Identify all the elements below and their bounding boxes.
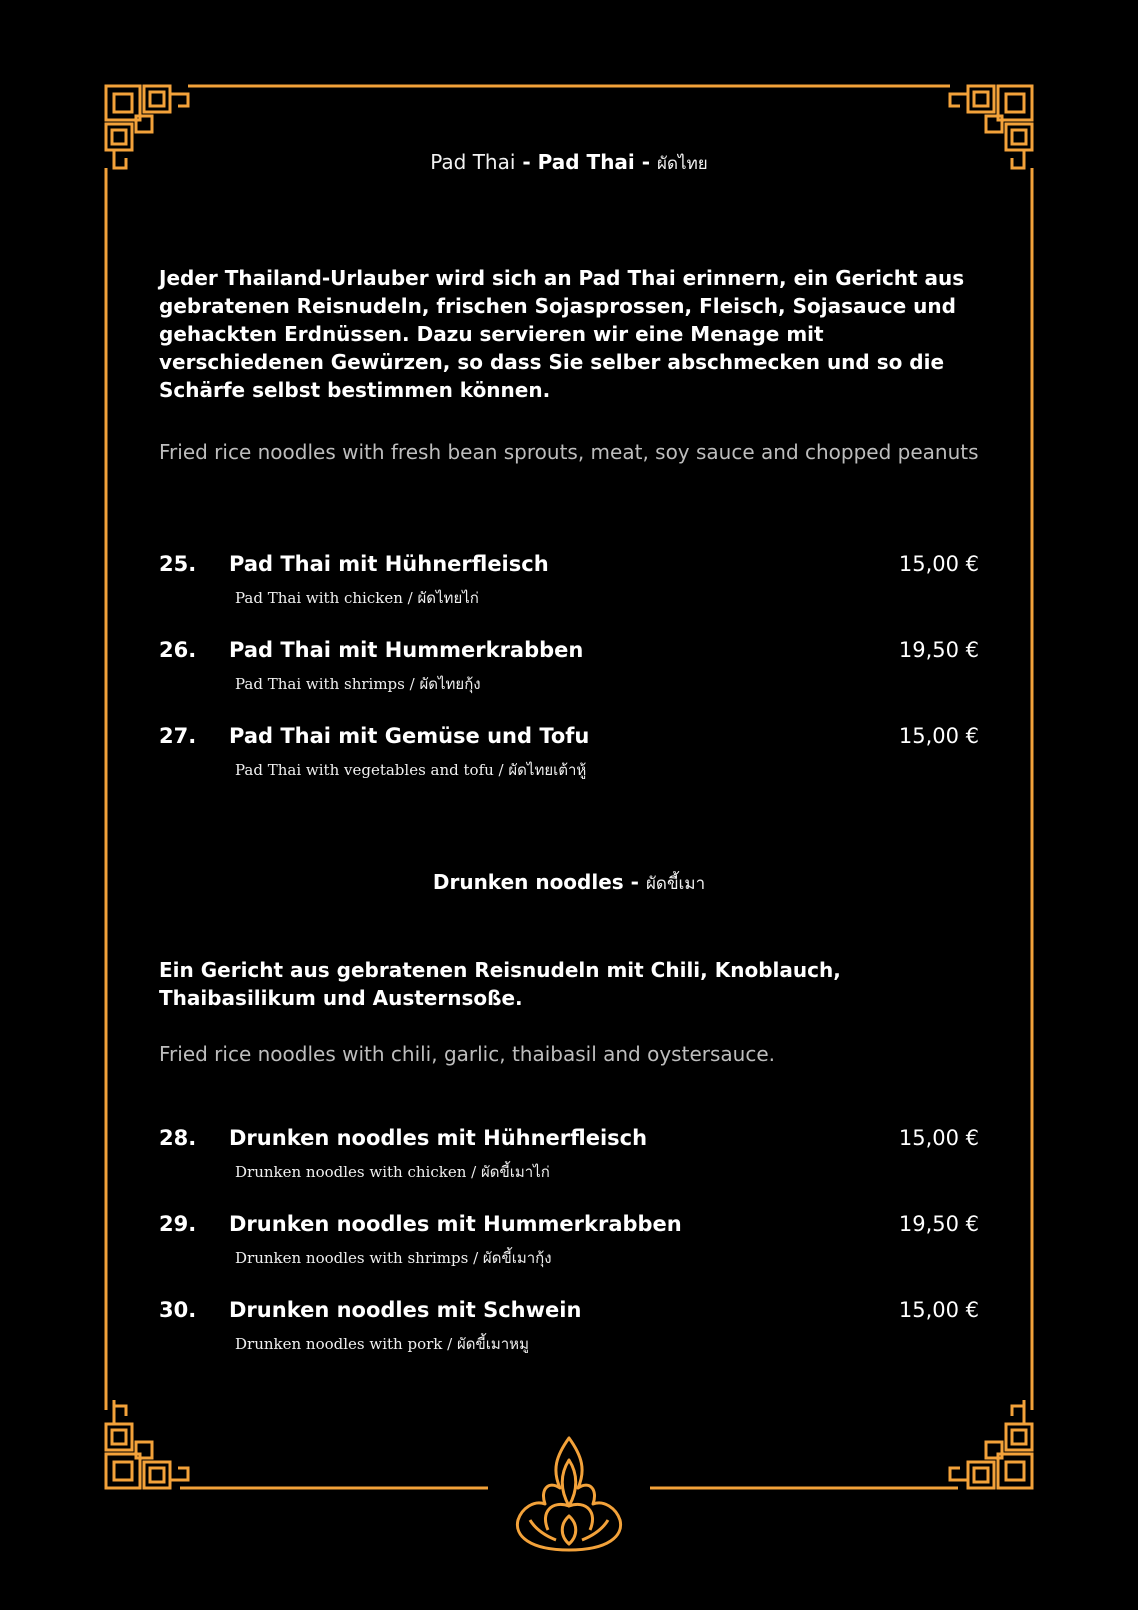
menu-item	[159, 552, 979, 612]
section-title-thai: ผัดขี้เมา	[645, 874, 706, 894]
section-title-drunken-noodles	[0, 870, 1138, 897]
item-price: 15,00 €	[898, 1126, 979, 1150]
title-separator: -	[515, 150, 538, 174]
item-price: 19,50 €	[898, 638, 979, 662]
item-subtitle: Pad Thai with chicken / ผัดไทยไก่	[235, 589, 479, 607]
item-name: Pad Thai mit Hühnerfleisch	[229, 552, 549, 576]
menu-item	[159, 1212, 979, 1272]
item-subtitle: Drunken noodles with chicken / ผัดขี้เมาไก่	[235, 1163, 550, 1181]
item-number: 25.	[159, 552, 197, 576]
section-title-thai: ผัดไทย	[657, 154, 708, 174]
item-number: 29.	[159, 1212, 197, 1236]
section-title-bold: Drunken noodles	[432, 870, 624, 894]
section-title-light: Pad Thai	[430, 150, 516, 174]
item-name: Pad Thai mit Gemüse und Tofu	[229, 724, 590, 748]
item-name: Pad Thai mit Hummerkrabben	[229, 638, 584, 662]
item-subtitle: Pad Thai with shrimps / ผัดไทยกุ้ง	[235, 675, 481, 693]
menu-item	[159, 724, 979, 784]
item-price: 15,00 €	[898, 724, 979, 748]
description-german: Jeder Thailand-Urlauber wird sich an Pad Thai erinnern, ein Gericht aus gebratenen Reisnudeln, frischen Sojasprossen, Fleisch, Sojasauce und gehackten Erdnüssen. Dazu servieren wir eine Menage mit verschiedenen Gewürzen, so dass Sie selber abschmecken und so die Schärfe selbst bestimmen können.	[159, 266, 965, 402]
item-price: 15,00 €	[898, 552, 979, 576]
item-number: 30.	[159, 1298, 197, 1322]
item-number: 26.	[159, 638, 197, 662]
item-subtitle: Pad Thai with vegetables and tofu / ผัดไทยเต้าหู้	[235, 761, 587, 779]
lotus-icon	[517, 1438, 620, 1550]
item-price: 15,00 €	[898, 1298, 979, 1322]
description-english: Fried rice noodles with fresh bean sprouts, meat, soy sauce and chopped peanuts	[159, 440, 979, 464]
title-separator: -	[623, 870, 646, 894]
menu-item	[159, 638, 979, 698]
section-title-pad-thai	[0, 150, 1138, 177]
item-name: Drunken noodles mit Hummerkrabben	[229, 1212, 682, 1236]
item-number: 27.	[159, 724, 197, 748]
item-subtitle: Drunken noodles with pork / ผัดขี้เมาหมู	[235, 1335, 529, 1353]
description-english: Fried rice noodles with chili, garlic, thaibasil and oystersauce.	[159, 1042, 775, 1066]
menu-item	[159, 1126, 979, 1186]
title-separator: -	[634, 150, 658, 174]
menu-item	[159, 1298, 979, 1358]
section-title-bold: Pad Thai	[537, 150, 635, 174]
item-name: Drunken noodles mit Schwein	[229, 1298, 582, 1322]
item-subtitle: Drunken noodles with shrimps / ผัดขี้เมากุ้ง	[235, 1249, 552, 1267]
item-name: Drunken noodles mit Hühnerfleisch	[229, 1126, 648, 1150]
description-german: Ein Gericht aus gebratenen Reisnudeln mit Chili, Knoblauch, Thaibasilikum und Austernsoße.	[159, 958, 841, 1010]
item-number: 28.	[159, 1126, 197, 1150]
item-price: 19,50 €	[898, 1212, 979, 1236]
